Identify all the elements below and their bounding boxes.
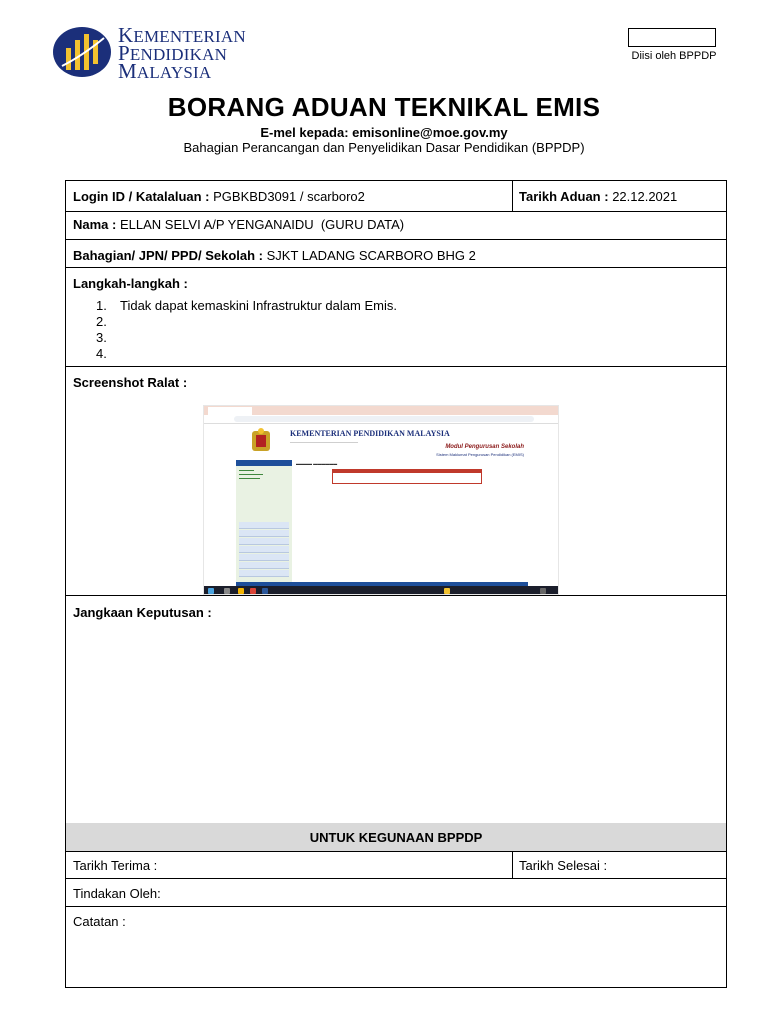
sidebar-item	[239, 562, 289, 569]
screenshot-label-text: Screenshot Ralat :	[73, 375, 188, 390]
word-icon	[262, 588, 268, 594]
sidebar-item	[239, 522, 289, 529]
email-line: E-mel kepada: emisonline@moe.gov.my	[260, 125, 508, 140]
crest-icon	[248, 427, 274, 455]
windows-taskbar	[204, 586, 558, 595]
langkah-label-text: Langkah-langkah :	[73, 276, 188, 291]
alert-body	[332, 472, 482, 484]
kpm-logo-text	[118, 23, 246, 83]
list-item	[96, 314, 397, 330]
row-divider	[66, 878, 726, 879]
emis-banner	[236, 424, 528, 458]
sidebar-item	[239, 546, 289, 553]
login-value: PGBKBD3091 / scarboro2	[213, 189, 365, 204]
windows-start-icon	[208, 588, 214, 594]
bahagian-value: SJKT LADANG SCARBORO BHG 2	[266, 248, 476, 263]
row-divider	[66, 239, 726, 240]
bahagian-label: Bahagian/ JPN/ PPD/ Sekolah :	[73, 248, 263, 263]
clock-icon	[540, 588, 546, 594]
browser-tab-bar	[204, 406, 558, 415]
logo-line-1: KEMENTERIAN	[118, 23, 246, 47]
folder-icon	[238, 588, 244, 594]
list-item	[96, 330, 397, 346]
row-divider	[66, 595, 726, 596]
bppdp-reference-box	[628, 28, 716, 47]
row-divider	[66, 851, 726, 852]
tarikh-terima-label: Tarikh Terima :	[73, 858, 158, 873]
address-field	[234, 416, 534, 422]
column-divider	[512, 851, 513, 878]
browser-address-bar	[204, 415, 558, 424]
login-label: Login ID / Katalaluan :	[73, 189, 210, 204]
sidebar-item	[239, 530, 289, 537]
banner-subtitle-lines: ―――――――――――――――――	[290, 439, 358, 444]
tarikh-aduan-cell	[519, 189, 677, 204]
row-divider	[66, 366, 726, 367]
list-item	[96, 346, 397, 362]
sidebar-item	[239, 570, 289, 577]
jangkaan-label-text: Jangkaan Keputusan :	[73, 605, 212, 620]
complaint-form-table	[65, 180, 727, 988]
tarikh-selesai-label: Tarikh Selesai :	[519, 858, 608, 873]
step-number: 4.	[96, 346, 107, 361]
search-icon	[224, 588, 230, 594]
emis-sidebar	[236, 460, 292, 582]
bppdp-section-title: UNTUK KEGUNAAN BPPDP	[309, 830, 483, 845]
nama-value: ELLAN SELVI A/P YENGANAIDU (GURU DATA)	[119, 217, 405, 232]
nama-cell	[73, 217, 404, 232]
chrome-icon	[250, 588, 256, 594]
browser-tab	[208, 407, 252, 415]
tarikh-aduan-label: Tarikh Aduan :	[519, 189, 609, 204]
sidebar-header	[236, 460, 292, 466]
department-line: Bahagian Perancangan dan Penyelidikan Dasar Pendidikan (BPPDP)	[183, 140, 585, 155]
step-number: 1.	[96, 298, 107, 313]
list-item	[96, 298, 397, 314]
tindakan-label: Tindakan Oleh:	[73, 886, 161, 901]
logo-line-3: MALAYSIA	[118, 59, 212, 83]
logo-line-2: PENDIDIKAN	[118, 41, 228, 65]
step-number: 3.	[96, 330, 107, 345]
jangkaan-label	[73, 605, 212, 620]
row-divider	[66, 906, 726, 907]
row-divider	[66, 211, 726, 212]
step-number: 2.	[96, 314, 107, 329]
kpm-logo-icon	[52, 26, 114, 78]
system-name: Sistem Maklumat Pengurusan Pendidikan (EMIS)	[436, 452, 524, 457]
nama-label: Nama :	[73, 217, 117, 232]
screenshot-label	[73, 375, 187, 390]
weather-icon	[444, 588, 450, 594]
banner-title: KEMENTERIAN PENDIDIKAN MALAYSIA	[290, 429, 450, 438]
sidebar-item	[239, 538, 289, 545]
sidebar-user-info: ▬▬▬▬▬ ▬▬▬▬▬▬▬▬ ▬▬▬▬▬▬▬	[239, 468, 263, 480]
module-title: Modul Pengurusan Sekolah	[445, 444, 524, 450]
column-divider	[512, 181, 513, 211]
diisi-label: Diisi oleh BPPDP	[631, 50, 717, 62]
page-title: BORANG ADUAN TEKNIKAL EMIS	[167, 92, 601, 122]
emis-breadcrumb: ▬▬▬▬ ▬▬▬▬▬▬	[296, 461, 338, 466]
login-cell	[73, 189, 365, 204]
langkah-label	[73, 276, 188, 291]
tarikh-aduan-value: 22.12.2021	[612, 189, 678, 204]
step-text: Tidak dapat kemaskini Infrastruktur dalam Emis.	[120, 298, 397, 313]
catatan-label: Catatan :	[73, 914, 126, 929]
row-divider	[66, 267, 726, 268]
sidebar-item	[239, 554, 289, 561]
error-screenshot-image	[203, 405, 559, 595]
steps-list	[96, 298, 397, 362]
bahagian-cell	[73, 248, 476, 263]
